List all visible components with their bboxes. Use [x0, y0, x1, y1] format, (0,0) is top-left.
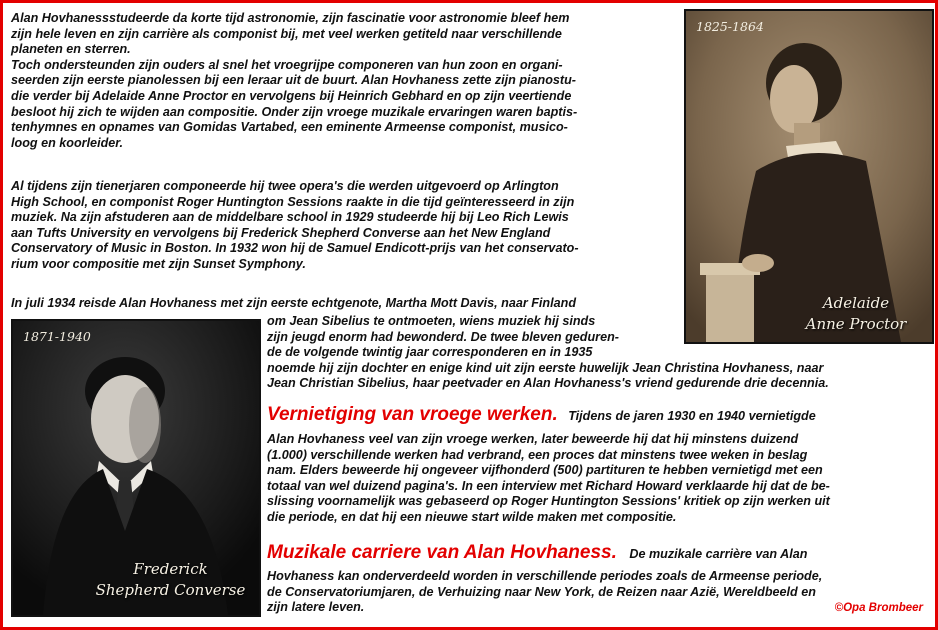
destruction-heading: Vernietiging van vroege werken. — [267, 404, 558, 425]
text-line: de de volgende twintig jaar corresponderen en in 1935 — [267, 345, 593, 360]
text-line: Conservatory of Music in Boston. In 1932 won hij de Samuel Endicott-prijs van het conservato- — [11, 241, 579, 256]
text-line: planeten en sterren. — [11, 42, 131, 57]
text-line: Toch ondersteunden zijn ouders al snel het vroegrijpe componeren van hun zoon en organi- — [11, 57, 563, 72]
text-line: zijn latere leven. — [267, 600, 365, 615]
text-line: zijn hele leven en zijn carrière als componist bij, met veel werken getiteld naar verschillende — [11, 26, 562, 41]
text-line: Hovhaness kan onderverdeeld worden in verschillende periodes zoals de Armeense periode, — [267, 569, 823, 583]
text-line: Alan Hovhaness veel van zijn vroege werken, later beweerde hij dat hij minstens duizend — [267, 432, 799, 446]
text-line: besloot hij zich te wijden aan compositie. Onder zijn vroege muzikale ervaringen waren baptis- — [11, 104, 578, 119]
text-line: Jean Christian Sibelius, haar peetvader en Alan Hovhaness's vriend gedurende drie decennia. — [267, 376, 829, 391]
text-line: slissing voornamelijk was gebaseerd op Roger Huntington Sessions' kritiek op zijn werken uit — [267, 494, 830, 509]
copyright-note: ©Opa Brombeer — [834, 602, 923, 614]
text-line: nam. Elders beweerde hij ongeveer vijfhonderd (500) partituren te hebben vernietigd met een — [267, 463, 823, 478]
text-line: om Jean Sibelius te ontmoeten, wiens muziek hij sinds — [267, 314, 596, 328]
portrait-adelaide-proctor — [684, 9, 934, 344]
caption-line: Adelaide — [822, 294, 890, 312]
portrait-caption — [83, 559, 258, 601]
text-line: rium voor compositie met zijn Sunset Symphony. — [11, 256, 306, 271]
text-line: die periode, en dat hij een nieuwe start wilde maken met compositie. — [267, 509, 677, 524]
text-line: zijn jeugd enorm had bewonderd. De twee bleven geduren- — [267, 329, 619, 344]
portrait-years: 1871-1940 — [23, 329, 91, 344]
text-line: aan Tufts University en vervolgens bij Frederick Shepherd Converse aan het New England — [11, 225, 551, 240]
text-line: (1.000) verschillende werken had verbrand, een proces dat minstens twee weken in beslag — [267, 447, 808, 462]
career-heading: Muzikale carriere van Alan Hovhaness. — [267, 542, 617, 563]
career-heading-row — [267, 542, 807, 564]
text-line: muziek. Na zijn afstuderen aan de middelbare school in 1929 studeerde hij bij Leo Rich Lewis — [11, 210, 569, 225]
caption-line: Frederick — [133, 560, 208, 578]
text-line: noemde hij zijn dochter en enige kind uit zijn eerste huwelijk Jean Christina Hovhaness, naar — [267, 360, 824, 375]
text-line: die verder bij Adelaide Anne Proctor en vervolgens bij Heinrich Gebhard en op zijn veertiende — [11, 88, 572, 103]
finland-first-line — [11, 296, 576, 312]
intro-paragraph — [11, 11, 577, 151]
text-line: Alan Hovhanessstudeerde da korte tijd astronomie, zijn fascinatie voor astronomie bleef hem — [11, 11, 570, 25]
destruction-paragraph — [267, 432, 830, 526]
career-paragraph — [267, 569, 822, 616]
career-first-line: De muzikale carrière van Alan — [629, 547, 808, 561]
destruction-heading-row — [267, 404, 816, 426]
portrait-years: 1825-1864 — [696, 19, 764, 34]
text-line: In juli 1934 reisde Alan Hovhaness met zijn eerste echtgenote, Martha Mott Davis, naar Finland — [11, 296, 577, 310]
text-line: Al tijdens zijn tienerjaren componeerde hij twee opera's die werden uitgevoerd op Arlington — [11, 179, 559, 193]
caption-line: Anne Proctor — [805, 315, 907, 333]
portrait-caption — [781, 293, 931, 335]
destruction-first-line: Tijdens de jaren 1930 en 1940 vernietigde — [568, 409, 816, 423]
text-line: totaal van wel duizend pagina's. In een interview met Richard Howard verklaarde hij dat de be- — [267, 478, 830, 493]
text-line: loog en koorleider. — [11, 135, 123, 150]
text-line: de Conservatoriumjaren, de Verhuizing naar New York, de Reizen naar Azië, Wereldbeeld en — [267, 584, 816, 599]
caption-line: Shepherd Converse — [95, 581, 246, 599]
teen-years-paragraph — [11, 179, 579, 273]
text-line: High School, en componist Roger Huntington Sessions raakte in die tijd geïnteresseerd in zijn — [11, 194, 575, 209]
portrait-frederick-converse — [11, 319, 261, 617]
text-line: seerden zijn eerste pianolessen bij een leraar uit de buurt. Alan Hovhaness zette zijn pianostu- — [11, 73, 576, 88]
text-line: tenhymnes en opnames van Gomidas Vartabed, een eminente Armeense componist, musico- — [11, 120, 568, 135]
